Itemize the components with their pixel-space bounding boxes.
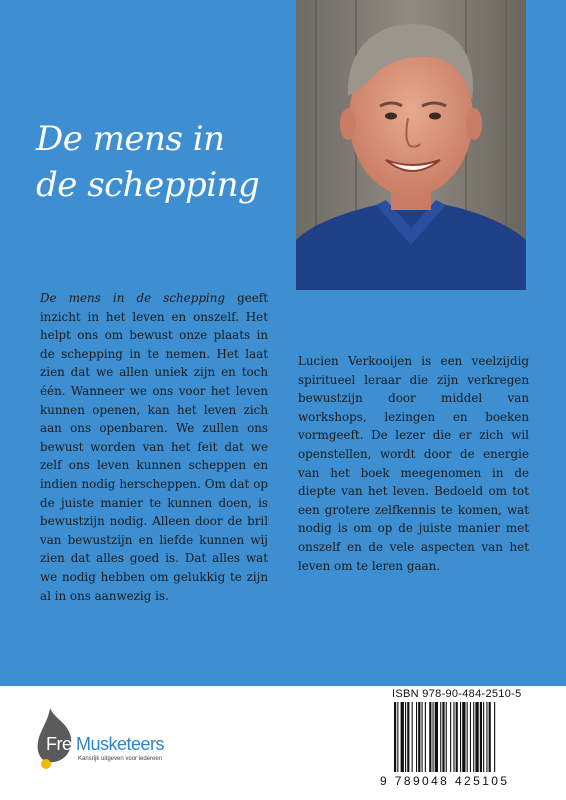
barcode-bar — [460, 702, 461, 772]
barcode-bar — [473, 702, 474, 772]
isbn-label: ISBN 978-90-484-2510-5 — [392, 688, 522, 700]
barcode-bar — [440, 702, 441, 772]
barcode-bar — [442, 702, 444, 772]
barcode-bar — [475, 702, 478, 772]
barcode-bar — [453, 702, 454, 772]
book-description — [40, 289, 268, 605]
barcode-bar — [405, 702, 406, 772]
book-title — [36, 116, 286, 208]
author-photo — [296, 0, 526, 290]
barcode-bar — [456, 702, 458, 772]
author-bio — [298, 352, 529, 575]
barcode-bar — [467, 702, 468, 772]
barcode-bar — [446, 702, 447, 772]
barcode-bar — [407, 702, 409, 772]
barcode-bar — [480, 702, 482, 772]
publisher-tagline: Kansrijk uitgeven voor iedereen — [78, 756, 163, 762]
barcode-bar — [412, 702, 413, 772]
barcode-bar — [416, 702, 417, 772]
barcode-bar — [425, 702, 426, 772]
barcode-bar — [429, 702, 431, 772]
barcode-bar — [494, 702, 495, 772]
barcode-bar — [422, 702, 423, 772]
book-description-title-italic: De mens in de schepping — [40, 291, 225, 305]
barcode-bar — [462, 702, 465, 772]
barcode-bar — [483, 702, 484, 772]
barcode-bar — [433, 702, 434, 772]
barcode-bar — [397, 702, 398, 772]
author-bio-text: Lucien Verkooijen is een veelzijdig spiritueel leraar die zijn verkregen bewustzijn door middel van workshops, lezingen en boeken vormgeeft. De lezer die er zich wil openstellen, wordt door de energie van het boek meegenomen in de diepte van het leven. Bedoeld om tot een grotere zelfkennis te komen, wat nodig is om op de juiste manier met onszelf en de vele aspecten van het leven om te leren gaan. — [298, 354, 529, 573]
barcode-bar — [418, 702, 420, 772]
publisher-logo — [36, 708, 196, 778]
barcode-bar — [401, 702, 404, 772]
publisher-name-musketeers: Musketeers — [76, 734, 165, 754]
barcode-bar — [450, 702, 451, 772]
book-title-line-1: De mens in — [36, 119, 225, 159]
barcode-bar — [486, 702, 487, 772]
barcode-bar — [470, 702, 471, 772]
isbn-barcode — [392, 702, 532, 774]
barcode-bar — [394, 702, 396, 772]
barcode-bar — [489, 702, 491, 772]
book-title-line-2: de schepping — [36, 165, 260, 205]
publisher-name-free: Free — [46, 734, 82, 754]
barcode-digits: 9 789048 425105 — [380, 774, 510, 788]
book-description-text: geeft inzicht in het leven en onszelf. Het helpt ons om bewust onze plaats in de schepping in te nemen. Het laat zien dat we allen uniek zijn en toch één. Wanneer we ons voor het leven kunnen openen, kan het leven zich aan ons openbaren. We zullen ons bewust worden van het feit dat we zelf ons leven kunnen scheppen en indien nodig herscheppen. Om dat op de juiste manier te kunnen doen, is bewustzijn nodig. Alleen door de bril van bewustzijn en liefde kunnen wij zien dat alles goed is. Dat alles wat we nodig hebben om gelukkig te zijn al in ons aanwezig is. — [40, 291, 268, 603]
barcode-bar — [435, 702, 438, 772]
